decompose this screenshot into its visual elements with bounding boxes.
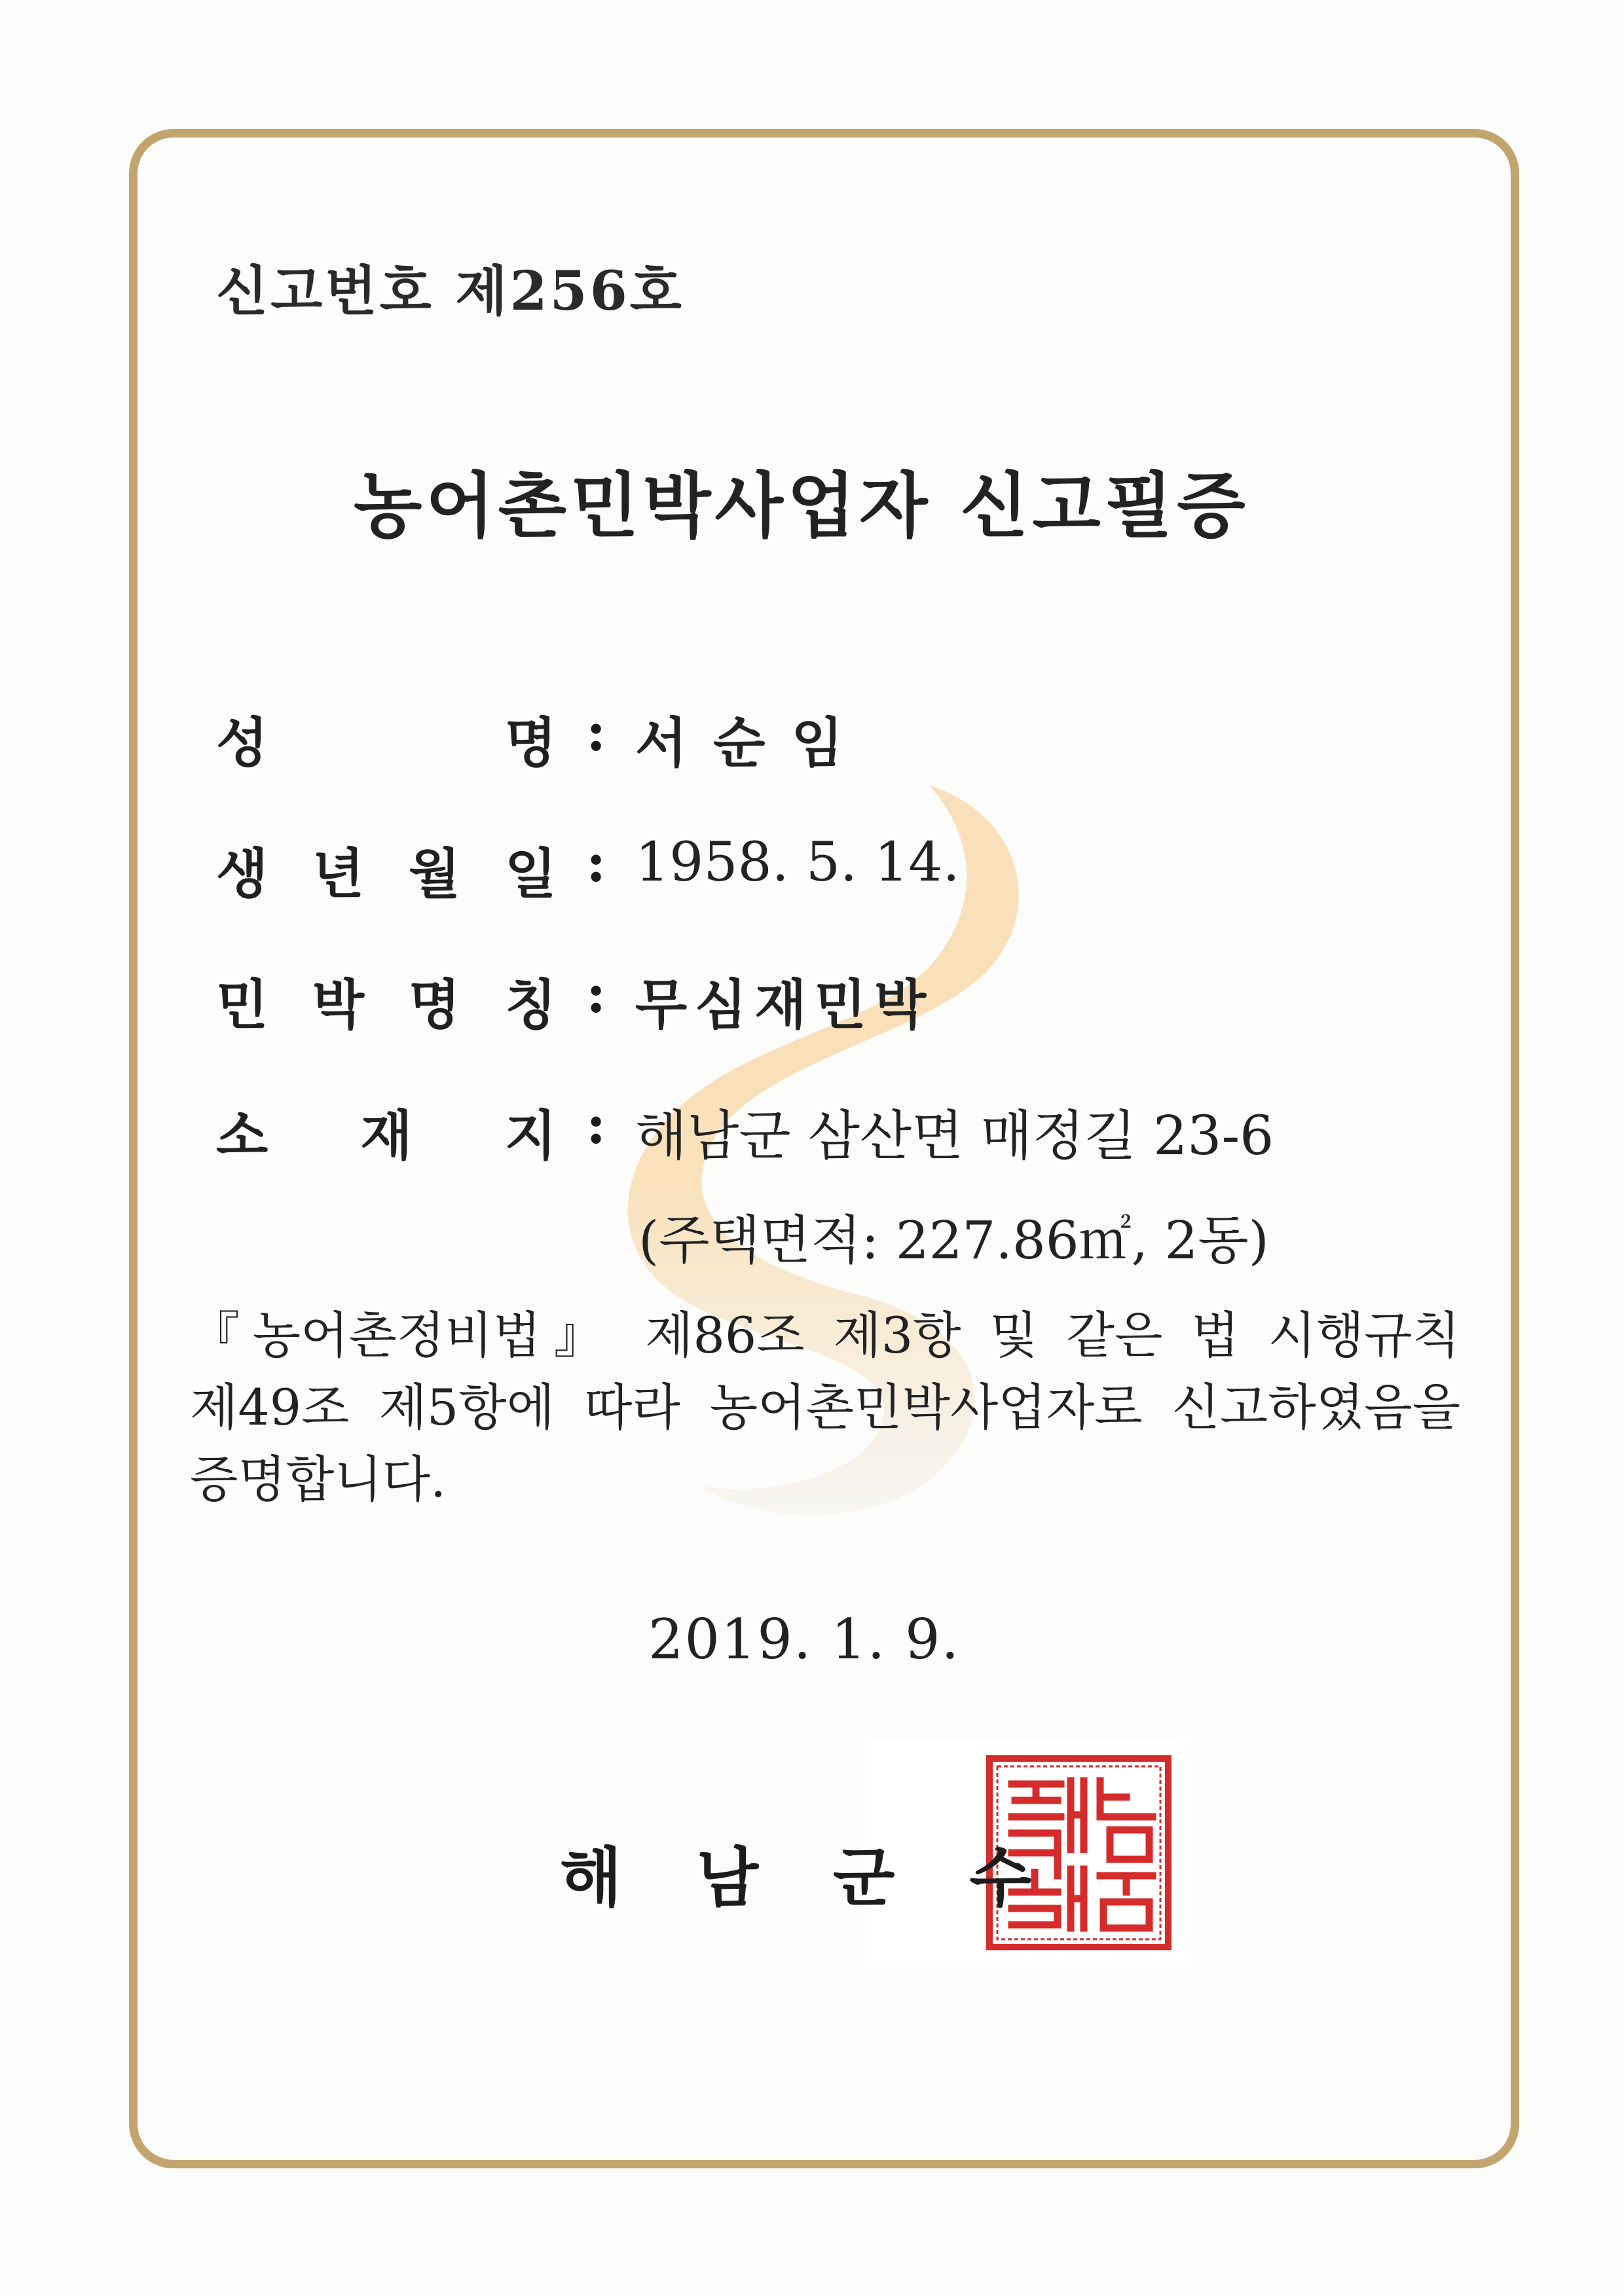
issue-date: 2019. 1. 9. xyxy=(648,1607,961,1671)
report-number: 신고번호 제256호 xyxy=(216,260,684,323)
location-label xyxy=(216,1093,557,1170)
location-colon: : xyxy=(586,1093,606,1156)
certificate-title: 농어촌민박사업자 신고필증 xyxy=(354,465,1249,547)
issuer-char: 수 xyxy=(969,1840,1031,1916)
label-char: 칭 xyxy=(504,974,557,1036)
lodging-name-colon: : xyxy=(586,962,606,1025)
certification-statement xyxy=(190,1300,1460,1516)
issuer-name xyxy=(560,1827,1031,1919)
birth-date-label xyxy=(216,831,557,908)
statement-line: 증명합니다. xyxy=(190,1450,447,1508)
label-char: 월 xyxy=(408,843,461,905)
statement-line: 제49조 제5항에 따라 농어촌민박사업자로 신고하였음을 xyxy=(190,1378,1460,1436)
birth-date-value: 1958. 5. 14. xyxy=(635,831,960,894)
lodging-name-label xyxy=(216,962,557,1039)
issuer-char: 남 xyxy=(696,1840,759,1916)
label-char: 명 xyxy=(504,712,557,774)
label-char: 재 xyxy=(360,1104,413,1167)
lodging-name-value: 무심재민박 xyxy=(635,974,934,1036)
name-value: 서순임 xyxy=(635,712,870,774)
name-row xyxy=(216,701,1395,779)
label-char: 민 xyxy=(216,974,268,1036)
issuer-char: 해 xyxy=(560,1840,622,1916)
label-char: 생 xyxy=(216,843,268,905)
location-value: 해남군 삼산면 매정길 23-6 xyxy=(635,1105,1274,1167)
house-area-note: (주택면적: 227.86㎡, 2동) xyxy=(638,1210,1269,1271)
name-colon: : xyxy=(586,701,606,763)
issuer-char: 군 xyxy=(832,1840,895,1916)
birth-date-row xyxy=(216,831,1395,910)
birth-date-colon: : xyxy=(586,831,606,894)
statement-line: 『농어촌정비법』 제86조 제3항 및 같은 법 시행규칙 xyxy=(190,1306,1460,1364)
label-char: 소 xyxy=(216,1104,268,1167)
lodging-name-row xyxy=(216,962,1395,1041)
name-label xyxy=(216,701,557,777)
label-char: 지 xyxy=(504,1104,557,1167)
label-char: 년 xyxy=(312,843,365,905)
label-char: 일 xyxy=(504,843,557,905)
label-char: 성 xyxy=(216,712,268,774)
location-row xyxy=(216,1093,1395,1172)
label-char: 박 xyxy=(312,974,365,1036)
label-char: 명 xyxy=(408,974,461,1036)
